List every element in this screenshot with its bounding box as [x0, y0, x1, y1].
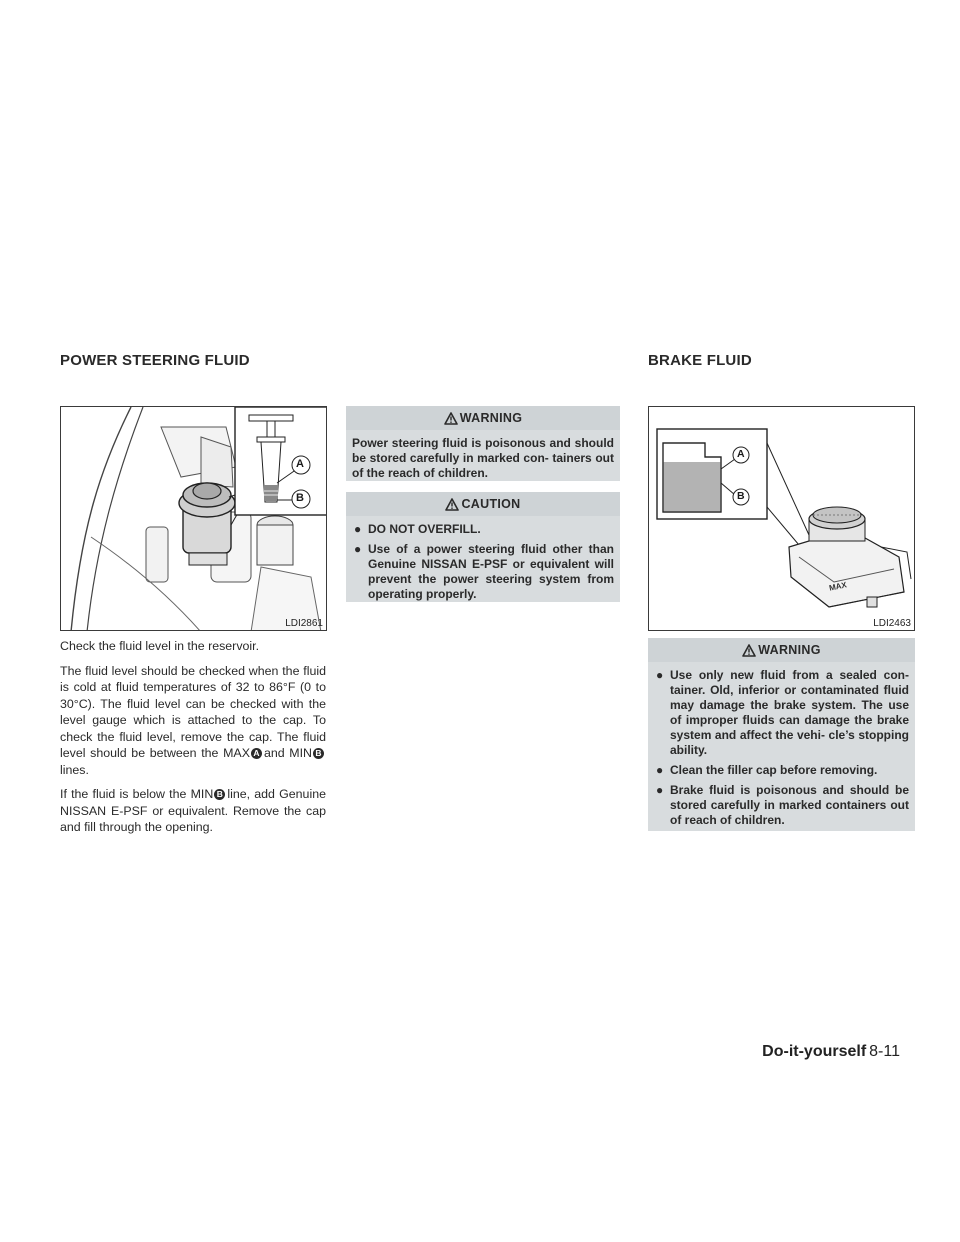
footer-section-name: Do-it-yourself: [762, 1043, 867, 1060]
warning-item: ● Brake fluid is poisonous and should be stored carefully in marked containers out of reach of children.: [656, 783, 909, 827]
marker-a: A: [251, 748, 262, 759]
figure-id: LDI2463: [873, 618, 911, 629]
max-mark-text: MAX: [828, 580, 848, 593]
warning-item: ● Use only new fluid from a sealed con- tainer. Old, inferior or contaminated fluid may damage the brake system. The use of improper fluids can damage the brake system and affect the vehi- cle’s stopping ability.: [656, 668, 909, 757]
caution-item: ● Use of a power steering fluid other than Genuine NISSAN E-PSF or equivalent will prevent the power steering system from operating properly.: [354, 542, 614, 601]
brake-fluid-figure: [648, 406, 915, 631]
power-steering-figure: [60, 406, 327, 631]
power-steering-illustration: [61, 407, 327, 631]
page-footer: [762, 1043, 900, 1061]
caution-header: CAUTION: [346, 492, 620, 516]
figure-id: LDI2861: [285, 618, 323, 629]
brake-fluid-title: BRAKE FLUID: [648, 352, 752, 369]
marker-b: B: [313, 748, 324, 759]
inset-label-a: A: [296, 458, 304, 470]
caution-item: ● DO NOT OVERFILL.: [354, 522, 481, 536]
warning-triangle-icon: [742, 644, 756, 657]
inset-label-b: B: [737, 490, 745, 502]
page-number: 8-11: [869, 1043, 900, 1060]
power-steering-instructions: [60, 638, 326, 844]
power-steering-caution-box: [346, 492, 620, 602]
inset-label-a: A: [737, 448, 745, 460]
warning-item: ● Clean the filler cap before removing.: [656, 763, 878, 777]
brake-warning-box: [648, 638, 915, 831]
warning-header: WARNING: [346, 406, 620, 430]
power-steering-warning-box: [346, 406, 620, 481]
warning-text: Power steering fluid is poisonous and should be stored carefully in marked con- tainers out of the reach of children.: [352, 436, 614, 480]
caution-triangle-icon: [445, 498, 459, 511]
marker-b: B: [214, 789, 225, 800]
power-steering-fluid-title: POWER STEERING FLUID: [60, 352, 250, 369]
brake-reservoir-illustration: [649, 407, 915, 631]
paragraph-check-level: Check the fluid level in the reservoir.: [60, 639, 260, 653]
paragraph-level-details: The fluid level should be checked when the fluid is cold at fluid temperatures of 32 to 86°F (0 to 30°C). The fluid level can be checked with the level gauge which is attached to the cap. To check the fluid level, remove the cap. The fluid level should be between the MAX A and MIN B lines.: [60, 663, 326, 777]
warning-header: WARNING: [648, 638, 915, 662]
warning-triangle-icon: [444, 412, 458, 425]
paragraph-add-fluid: If the fluid is below the MIN B line, add Genuine NISSAN E-PSF or equivalent. Remove the cap and fill through the opening.: [60, 787, 326, 834]
inset-label-b: B: [296, 492, 304, 504]
